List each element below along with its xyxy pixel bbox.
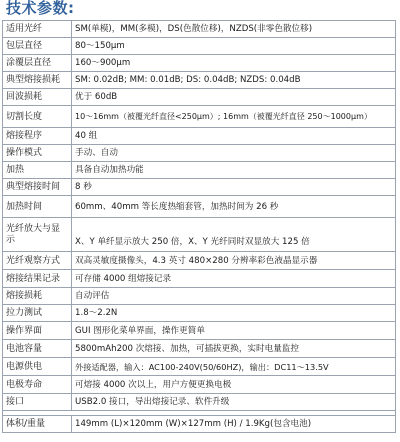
row-label: 电源供电: [3, 358, 72, 376]
page-title: 技术参数:: [6, 0, 75, 17]
table-row: [3, 218, 396, 252]
row-value: 5800mAh200 次熔接、加热，可插拔更换，实时电量监控: [72, 340, 396, 358]
row-label: 熔接结果记录: [3, 270, 72, 288]
table-row: [3, 106, 396, 128]
table-row: [3, 128, 396, 145]
row-label: 切割长度: [3, 106, 72, 128]
row-value: 可存储 4000 组熔接记录: [72, 270, 396, 288]
table-row: [3, 179, 396, 196]
table-row: [3, 21, 396, 38]
row-value: GUI 图形化菜单界面，操作更简单: [72, 322, 396, 340]
row-value: X、Y 单纤显示放大 250 倍，X、Y 光纤同时双显放大 125 倍: [72, 218, 396, 252]
row-value: 可熔接 4000 次以上，用户方便更换电极: [72, 376, 396, 394]
table-row: [3, 252, 396, 270]
table-row: [3, 196, 396, 218]
row-label: 加热时间: [3, 196, 72, 218]
row-label: 涂覆层直径: [3, 55, 72, 72]
table-row: [3, 145, 396, 162]
row-label: 电池容量: [3, 340, 72, 358]
table-row: [3, 358, 396, 376]
table-row: [3, 270, 396, 288]
table-row: [3, 340, 396, 358]
table-row: [3, 55, 396, 72]
row-value: 外接适配器，输入：AC100-240V(50/60HZ)，输出：DC11～13.5V: [72, 358, 396, 376]
row-value: 80～150μm: [72, 38, 396, 55]
table-row: [3, 288, 396, 305]
row-value: 手动、自动: [72, 145, 396, 162]
row-label: 体积/重量: [3, 416, 72, 433]
table-row: [3, 89, 396, 106]
row-label: 接口: [3, 394, 72, 411]
row-label: 操作界面: [3, 322, 72, 340]
row-value: 60mm、40mm 等长度热缩套管，加热时间为 26 秒: [72, 196, 396, 218]
row-label: 光纤放大与显示: [3, 218, 72, 252]
table-row: [3, 416, 396, 433]
row-value: 40 组: [72, 128, 396, 145]
row-label: 熔接程序: [3, 128, 72, 145]
row-value: 160～900μm: [72, 55, 396, 72]
row-value: 1.8～2.2N: [72, 305, 396, 322]
table-row: [3, 305, 396, 322]
row-label: 回波损耗: [3, 89, 72, 106]
table-row: [3, 322, 396, 340]
row-value: SM: 0.02dB; MM: 0.01dB; DS: 0.04dB; NZDS: 0.04dB: [72, 72, 396, 89]
row-value: 149mm (L)×120mm (W)×127mm (H) / 1.9Kg(包含电池): [72, 416, 396, 433]
row-value: SM(单模)，MM(多模)，DS(色散位移)，NZDS(非零色散位移): [72, 21, 396, 38]
row-value: 8 秒: [72, 179, 396, 196]
row-value: 优于 60dB: [72, 89, 396, 106]
row-label: 包层直径: [3, 38, 72, 55]
row-value: 具备自动加热功能: [72, 162, 396, 179]
row-label: 加热: [3, 162, 72, 179]
row-label: 操作模式: [3, 145, 72, 162]
table-row: [3, 38, 396, 55]
row-label: 典型熔接时间: [3, 179, 72, 196]
row-label: 熔接损耗: [3, 288, 72, 305]
row-label: 适用光纤: [3, 21, 72, 38]
row-value: 自动评估: [72, 288, 396, 305]
row-value: 双高灵敏度摄像头，4.3 英寸 480×280 分辨率彩色液晶显示器: [72, 252, 396, 270]
row-label: 拉力测试: [3, 305, 72, 322]
row-value: 10～16mm（被覆光纤直径<250μm）; 16mm（被覆光纤直径 250～1000μm）: [72, 106, 396, 128]
table-row: [3, 162, 396, 179]
table-row: [3, 376, 396, 394]
table-row: [3, 394, 396, 411]
table-row: [3, 72, 396, 89]
row-label: 光纤观察方式: [3, 252, 72, 270]
row-label: 电极寿命: [3, 376, 72, 394]
row-value: USB2.0 接口，导出熔接记录、软件升级: [72, 394, 396, 411]
spec-table: [2, 20, 396, 433]
row-label: 典型熔接损耗: [3, 72, 72, 89]
